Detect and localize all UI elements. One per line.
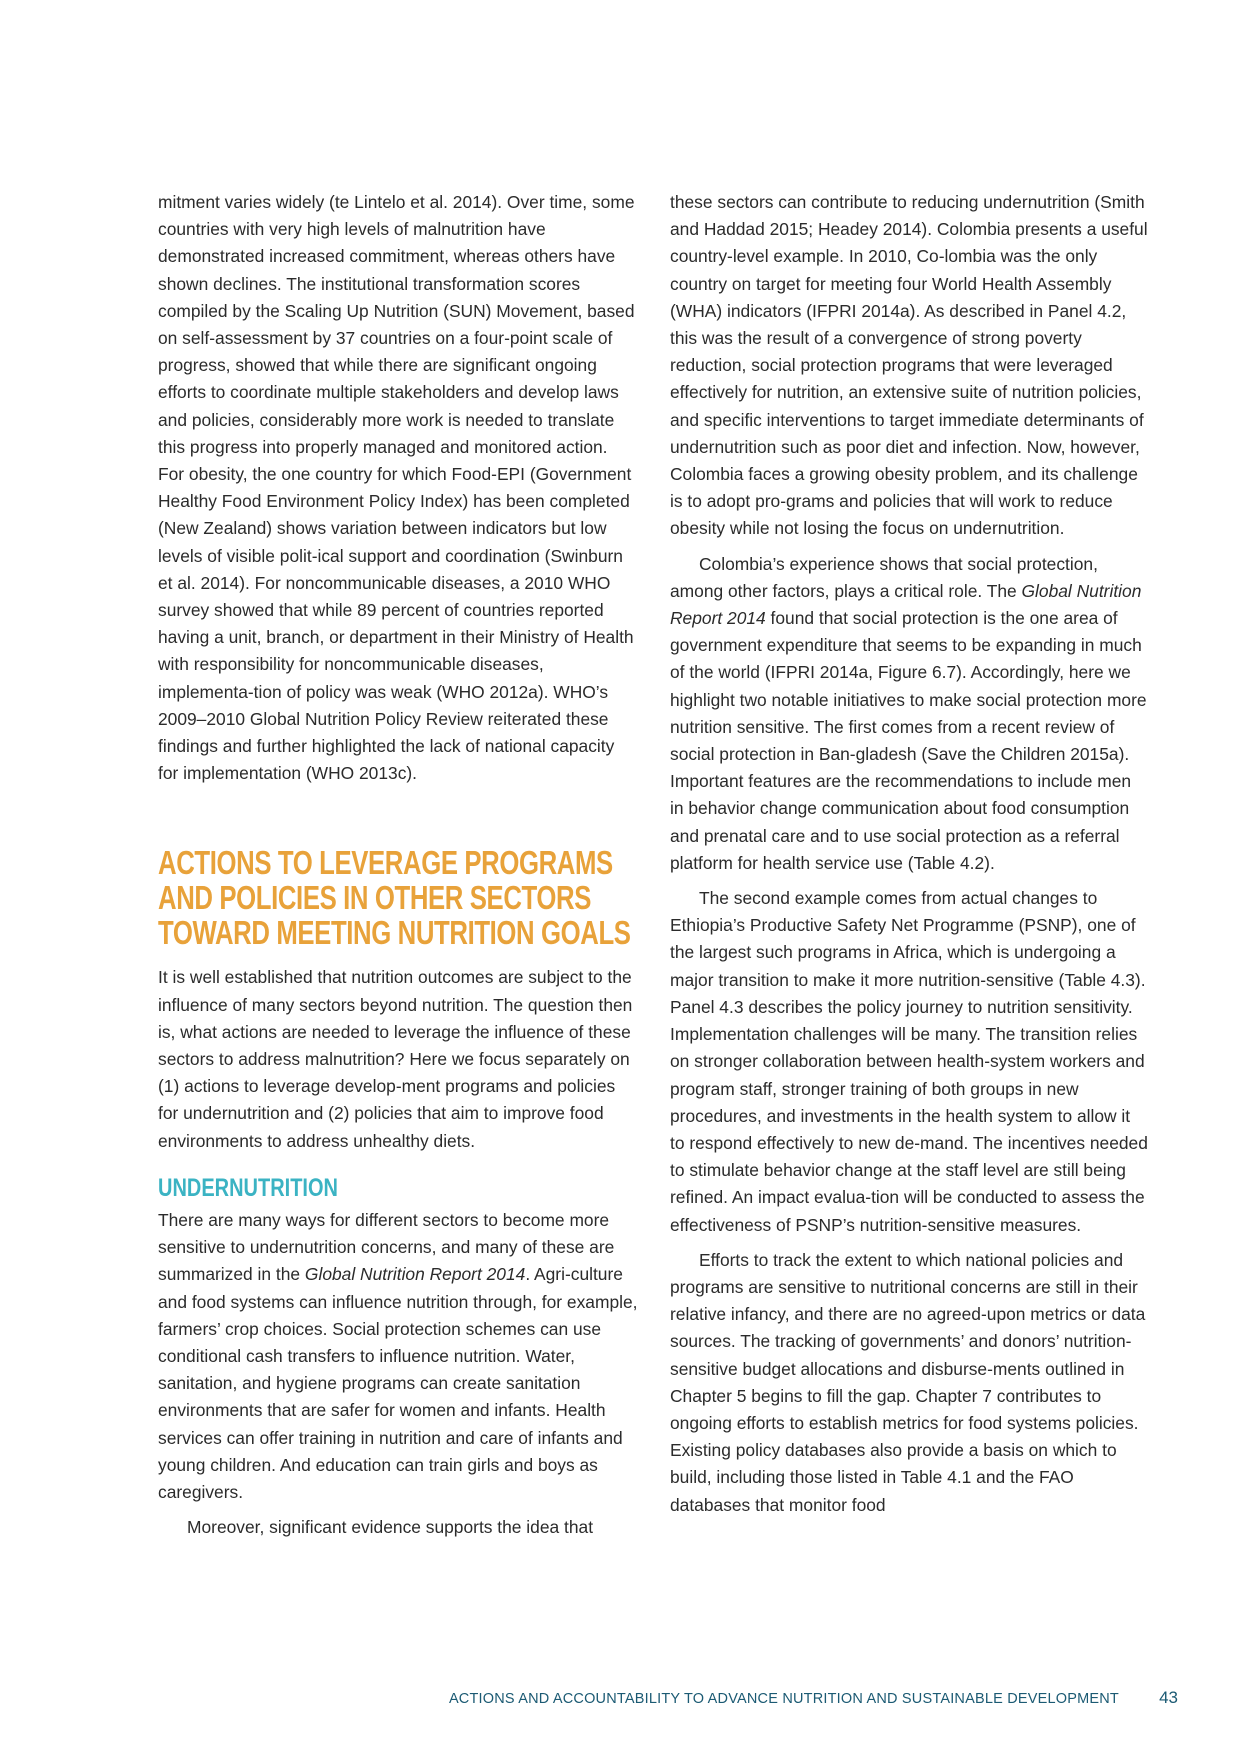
page-number: 43 bbox=[1159, 1688, 1178, 1707]
report-title-italic: Global Nutrition Report 2014 bbox=[304, 1264, 526, 1285]
left-column bbox=[158, 189, 638, 1541]
right-column bbox=[670, 189, 1148, 1519]
subsection-heading: UNDERNUTRITION bbox=[158, 1173, 338, 1202]
body-paragraph: It is well established that nutrition outcomes are subject to the influence of many sectors beyond nutrition. The question then is, what actions are needed to leverage the influence of these sectors to address malnutrition? Here we focus separately on (1) actions to leverage develop-ment programs and policies for undernutrition and (2) policies that aim to improve food environments to address unhealthy diets. bbox=[158, 967, 633, 1151]
body-paragraph: Efforts to track the extent to which national policies and programs are sensitive to nutritional concerns are still in their relative infancy, and there are no agreed-upon metrics or data sources. The tracking of governments’ and donors’ nutrition-sensitive budget allocations and disburse-ments outlined in Chapter 5 begins to fill the gap. Chapter 7 contributes to ongoing efforts to establish metrics for food systems policies. Existing policy databases also provide a basis on which to build, including those listed in Table 4.1 and the FAO databases that monitor food bbox=[670, 1249, 1146, 1515]
footer-title: ACTIONS AND ACCOUNTABILITY TO ADVANCE NUTRITION AND SUSTAINABLE DEVELOPMENT bbox=[448, 1691, 1119, 1707]
text-run: found that social protection is the one area of government expenditure that seems to be expanding in much of the world (IFPRI 2014a, Figure 6.7). Accordingly, here we highlight two notable initiatives to make social protection more nutrition sensitive. The first comes from a recent review of social protection in Ban-gladesh (Save the Children 2015a). Important features are the recommendations to include men in behavior change communication about food consumption and prenatal care and to use social protection as a referral platform for health service use (Table 4.2). bbox=[670, 608, 1147, 873]
body-paragraph bbox=[670, 551, 1148, 877]
body-paragraph: mitment varies widely (te Lintelo et al. 2014). Over time, some countries with very high levels of malnutrition have demonstrated increased commitment, whereas others have shown declines. The institutional transformation scores compiled by the Scaling Up Nutrition (SUN) Movement, based on self-assessment by 37 countries on a four-point scale of progress, showed that while there are significant ongoing efforts to coordinate multiple stakeholders and develop laws and policies, considerably more work is needed to translate this progress into properly managed and monitored action. For obesity, the one country for which Food-EPI (Government Healthy Food Environment Policy Index) has been completed (New Zealand) shows variation between indicators but low levels of visible polit-ical support and coordination (Swinburn et al. 2014). For noncommunicable diseases, a 2010 WHO survey showed that while 89 percent of countries reported having a unit, branch, or department in their Ministry of Health with responsibility for noncommunicable diseases, implementa-tion of policy was weak (WHO 2012a). WHO’s 2009–2010 Global Nutrition Policy Review reiterated these findings and further highlighted the lack of national capacity for implementation (WHO 2013c). bbox=[158, 192, 635, 784]
text-run: Colombia’s experience shows that social protection, among other factors, plays a critical role. The bbox=[670, 553, 1098, 601]
body-paragraph: Moreover, significant evidence supports the idea that bbox=[187, 1517, 594, 1538]
body-paragraph: The second example comes from actual changes to Ethiopia’s Productive Safety Net Programme (PSNP), one of the largest such programs in Africa, which is undergoing a major transition to make it more nutrition-sensitive (Table 4.3). Panel 4.3 describes the policy journey to nutrition sensitivity. Implementation challenges will be many. The transition relies on stronger collaboration between health-system workers and program staff, stronger training of both groups in new procedures, and investments in the health system to allow it to respond effectively to new de-mand. The incentives needed to stimulate behavior change at the staff level are still being refined. An impact evalua-tion will be conducted to assess the effectiveness of PSNP’s nutrition-sensitive measures. bbox=[670, 888, 1148, 1235]
text-run: . Agri-culture and food systems can influence nutrition through, for example, farmers’ crop choices. Social protection schemes can use conditional cash transfers to influence nutrition. Water, sanitation, and hygiene programs can create sanitation environments that are safer for women and infants. Health services can offer training in nutrition and care of infants and young children. And education can train girls and boys as caregivers. bbox=[158, 1264, 638, 1502]
body-paragraph bbox=[158, 1207, 638, 1506]
report-title-italic: Global Nutrition Report 2014 bbox=[670, 580, 1142, 629]
page-footer bbox=[0, 1688, 1240, 1718]
section-heading: ACTIONS TO LEVERAGE PROGRAMS AND POLICIES IN OTHER SECTORS TOWARD MEETING NUTRITION GOALS bbox=[158, 844, 631, 952]
body-paragraph: these sectors can contribute to reducing undernutrition (Smith and Haddad 2015; Headey 2014). Colombia presents a useful country-level example. In 2010, Co-lombia was the only country on target for meeting four World Health Assembly (WHA) indicators (IFPRI 2014a). As described in Panel 4.2, this was the result of a convergence of strong poverty reduction, social protection programs that were leveraged effectively for nutrition, an extensive suite of nutrition policies, and specific interventions to target immediate determinants of undernutrition such as poor diet and infection. Now, however, Colombia faces a growing obesity problem, and its challenge is to adopt pro-grams and policies that will work to reduce obesity while not losing the focus on undernutrition. bbox=[670, 192, 1148, 539]
text-run: There are many ways for different sectors to become more sensitive to undernutrition concerns, and many of these are summarized in the bbox=[158, 1209, 615, 1285]
